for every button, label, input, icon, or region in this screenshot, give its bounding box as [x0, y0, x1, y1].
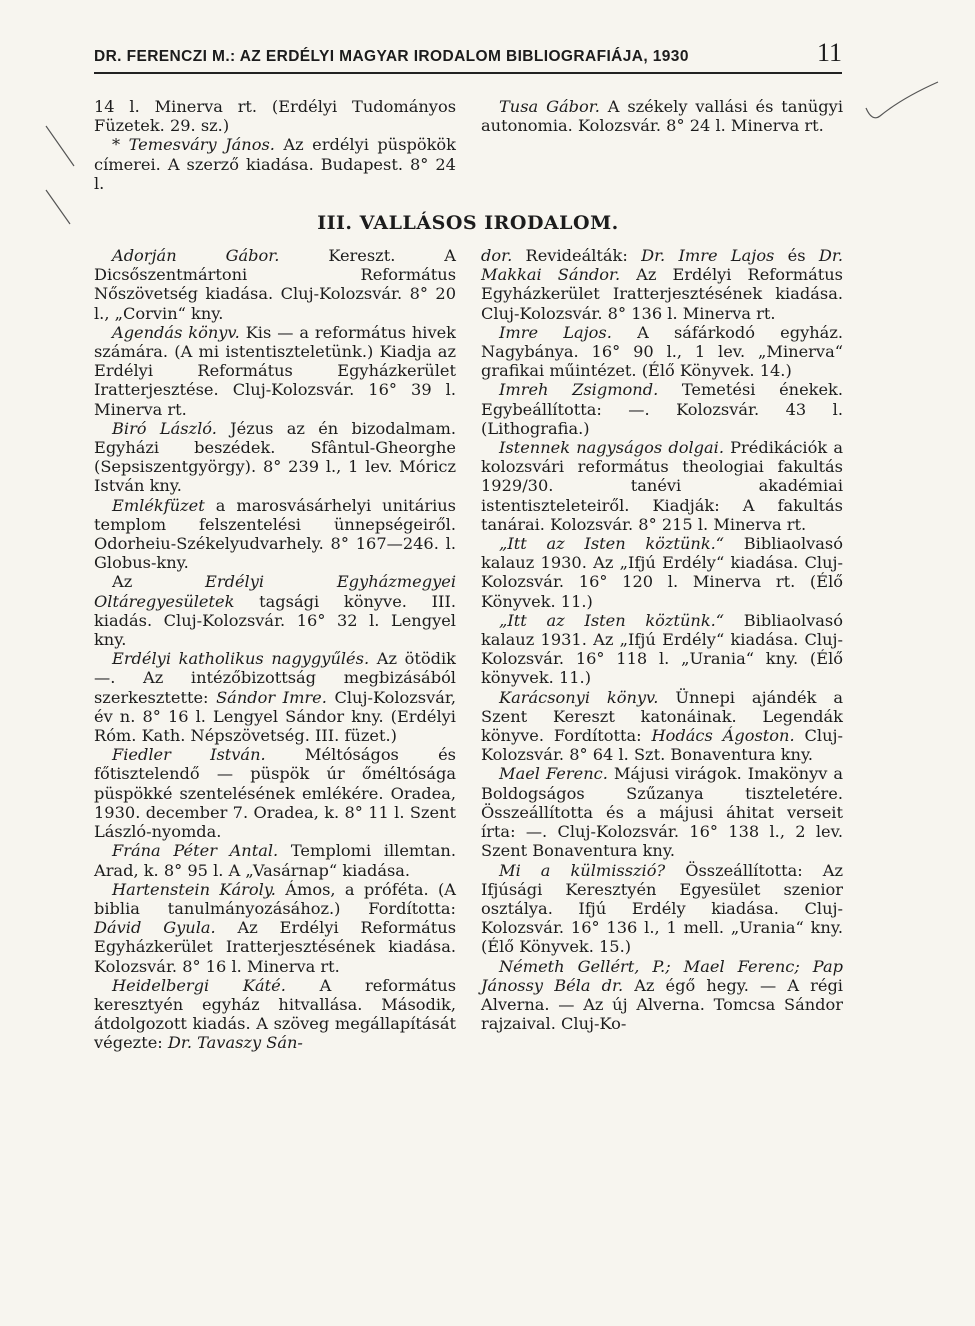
entry-italic-text: Imreh Zsigmond.: [499, 380, 659, 400]
entry-text: A református keresztyén egyház hitvallása. Második, átdolgozott kiadás. A szöveg megállapítását végezte:: [94, 975, 456, 1053]
entry-italic-text: „Itt az Isten köztünk.“: [499, 610, 725, 630]
entry-text: Májusi virágok. Imakönyv a Boldogságos Szűzanya tiszteletére. Összeállította és a májusi áhitat verseit írta: —. Cluj-Kolozsvár. 16° 138 l., 2 lev. Szent Bonaventura kny.: [481, 764, 843, 861]
bibliography-entry: [94, 496, 456, 573]
entry-italic-text: Dr. Tavaszy Sán-: [167, 1033, 303, 1053]
entry-text: Az Erdélyi Református Egyházkerület Iratterjesztésének kiadása. Cluj-Kolozsvár. 8° 136 l. Minerva rt.: [481, 265, 843, 323]
entry-italic-text: Heidelbergi Káté.: [112, 975, 286, 995]
bibliography-entry: [481, 534, 843, 611]
bibliography-entry: [481, 246, 843, 323]
header-title: DR. FERENCZI M.: AZ ERDÉLYI MAGYAR IRODALOM BIBLIOGRAFIÁJA, 1930: [94, 48, 689, 65]
entry-italic-text: Hodács Ágoston.: [651, 726, 795, 746]
bibliography-entry: [481, 97, 843, 135]
entry-text: A székely vallási és tanügyi autonomia. Kolozsvár. 8° 24 l. Minerva rt.: [481, 97, 843, 136]
entry-italic-text: Fiedler István.: [112, 745, 266, 765]
bibliography-entry: [481, 764, 843, 860]
bibliography-entry: [94, 745, 456, 841]
entry-italic-text: Erdélyi katholikus nagygyűlés.: [112, 649, 370, 669]
entry-text: Cluj-Kolozsvár, év n. 8° 16 l. Lengyel Sándor kny. (Erdélyi Róm. Kath. Népszövetség. III. füzet.): [94, 687, 457, 746]
entry-text: Összeállította: Az Ifjúsági Keresztyén Egyesület szenior osztálya. Ifjú Erdély kiadása. Cluj-Kolozsvár. 16° 136 l., 1 mell. „Urania“ kny. (Élő Könyvek. 15.): [481, 860, 843, 957]
entry-italic-text: Istennek nagyságos dolgai.: [499, 438, 724, 458]
entry-italic-text: Emlékfüzet: [112, 495, 205, 515]
bibliography-entry: [94, 135, 456, 193]
entry-text: Templomi illemtan. Arad, k. 8° 95 l. A „Vasárnap“ kiadása.: [94, 841, 457, 880]
bibliography-entry: [94, 841, 456, 879]
entry-italic-text: Mael Ferenc.: [499, 764, 608, 784]
bibliography-entry: [94, 419, 456, 496]
page-number: 11: [816, 38, 842, 67]
entry-text: Az Erdélyi Református Egyházkerület Iratterjesztésének kiadása. Kolozsvár. 8° 16 l. Minerva rt.: [94, 918, 456, 976]
top-right-column: [481, 97, 843, 135]
entry-italic-text: Adorján Gábor.: [112, 246, 280, 265]
bibliography-entry: [481, 688, 843, 765]
entry-text: Prédikációk a kolozsvári református theologiai fakultás 1929/30. tanévi akadémiai istentiszteleteiről. Kiadják: A fakultás tanárai. Kolozsvár. 8° 215 l. Minerva rt.: [481, 438, 843, 534]
bibliography-entry: [481, 323, 843, 381]
entry-text: Kereszt. A Dicsőszentmártoni Református Nőszövetség kiadása. Cluj-Kolozsvár. 8° 20 l., „Corvin“ kny.: [94, 246, 456, 323]
entry-italic-text: Dávid Gyula.: [94, 918, 216, 938]
entry-italic-text: Sándor Imre.: [216, 687, 327, 707]
pencil-margin-mark: [40, 120, 80, 230]
left-column: [94, 246, 456, 1053]
bibliography-entry: [481, 611, 843, 688]
entry-text: Bibliaolvasó kalauz 1930. Az „Ifjú Erdély“ kiadása. Cluj-Kolozsvár. 16° 120 l. Minerva rt. (Élő Könyvek. 11.): [481, 534, 843, 611]
entry-text: Az ötödik —. Az intézőbizottság megbizásából szerkesztette:: [94, 649, 456, 707]
entry-italic-text: Dr. Makkai Sándor.: [481, 246, 843, 285]
entry-text: *: [112, 135, 129, 155]
bibliography-entry: [94, 323, 456, 419]
entry-italic-text: Biró László.: [112, 418, 217, 438]
bibliography-entry: [94, 976, 456, 1053]
entry-text: Ámos, a próféta. (A biblia tanulmányozásához.) Fordította:: [94, 879, 456, 918]
entry-text: Temetési énekek. Egybeállította: —. Kolozsvár. 43 l. (Lithografia.): [481, 380, 843, 438]
bibliography-entry: [481, 438, 843, 534]
entry-text: Az erdélyi püspökök címerei. A szerző kiadása. Budapest. 8° 24 l.: [94, 135, 456, 193]
bibliography-entry: [94, 97, 456, 135]
pencil-check-mark: [862, 78, 942, 128]
entry-text: Bibliaolvasó kalauz 1931. Az „Ifjú Erdély“ kiadása. Cluj-Kolozsvár. 16° 118 l. „Urania“ kny. (Élő könyvek. 11.): [481, 610, 843, 688]
right-column: [481, 246, 843, 1033]
bibliography-entry: [481, 380, 843, 438]
entry-text: és: [774, 246, 819, 265]
entry-italic-text: dor.: [481, 246, 513, 265]
entry-italic-text: Erdélyi Egyházmegyei Oltáregyesületek: [94, 572, 456, 611]
bibliography-entry: [94, 572, 456, 649]
entry-italic-text: Németh Gellért, P.; Mael Ferenc; Pap Jánossy Béla dr.: [481, 956, 843, 995]
top-left-column: [94, 97, 456, 193]
entry-italic-text: Mi a külmisszió?: [499, 860, 666, 880]
entry-italic-text: Karácsonyi könyv.: [499, 687, 659, 707]
bibliography-entry: [94, 246, 456, 323]
entry-text: A sáfárkodó egyház. Nagybánya. 16° 90 l., 1 lev. „Minerva“ grafikai műintézet. (Élő Könyvek. 14.): [481, 322, 844, 381]
entry-text: Revideálták:: [512, 246, 642, 265]
entry-italic-text: „Itt az Isten köztünk.“: [499, 534, 725, 554]
entry-text: Cluj-Kolozsvár. 8° 64 l. Szt. Bonaventura kny.: [481, 726, 843, 765]
bibliography-entry: [94, 649, 456, 745]
entry-text: Az égő hegy. — A régi Alverna. — Az új Alverna. Tomcsa Sándor rajzaival. Cluj-Ko-: [481, 975, 843, 1034]
running-header: [94, 38, 842, 74]
entry-text: Kis — a református hivek számára. (A mi istentiszteletünk.) Kiadja az Erdélyi Református Egyházkerület Iratterjesztése. Cluj-Kolozsvár. 16° 39 l. Minerva rt.: [94, 322, 456, 419]
section-title: III. VALLÁSOS IRODALOM.: [317, 212, 619, 234]
bibliography-entry: [481, 861, 843, 957]
entry-italic-text: Frána Péter Antal.: [112, 841, 279, 861]
entry-italic-text: Hartenstein Károly.: [112, 879, 276, 899]
entry-italic-text: Imre Lajos.: [499, 322, 612, 342]
entry-text: tagsági könyve. III. kiadás. Cluj-Kolozsvár. 16° 32 l. Lengyel kny.: [94, 591, 456, 650]
entry-text: Ünnepi ajándék a Szent Kereszt katonáinak. Legendák könyve. Fordította:: [481, 687, 844, 746]
entry-text: 14 l. Minerva rt. (Erdélyi Tudományos Füzetek. 29. sz.): [94, 97, 456, 136]
entry-text: Jézus az én bizodalmam. Egyházi beszédek. Sfântul-Gheorghe (Sepsiszentgyörgy). 8° 239 l., 1 lev. Móricz István kny.: [94, 418, 456, 496]
entry-italic-text: Tusa Gábor.: [499, 97, 600, 116]
entry-italic-text: Agendás könyv.: [112, 322, 240, 342]
entry-text: Az: [112, 572, 206, 592]
bibliography-entry: [481, 957, 843, 1034]
entry-italic-text: Dr. Imre Lajos: [641, 246, 775, 265]
entry-text: a marosvásárhelyi unitárius templom felszentelési ünnepségeiről. Odorheiu-Székelyudvarhely. 8° 167—246. l. Globus-kny.: [94, 495, 456, 573]
entry-italic-text: Temesváry János.: [128, 135, 275, 155]
entry-text: Méltóságos és főtisztelendő — püspök úr őméltósága püspökké szentelésének emlékére. Oradea, 1930. december 7. Oradea, k. 8° 11 l. Szent László-nyomda.: [94, 745, 456, 842]
bibliography-entry: [94, 880, 456, 976]
